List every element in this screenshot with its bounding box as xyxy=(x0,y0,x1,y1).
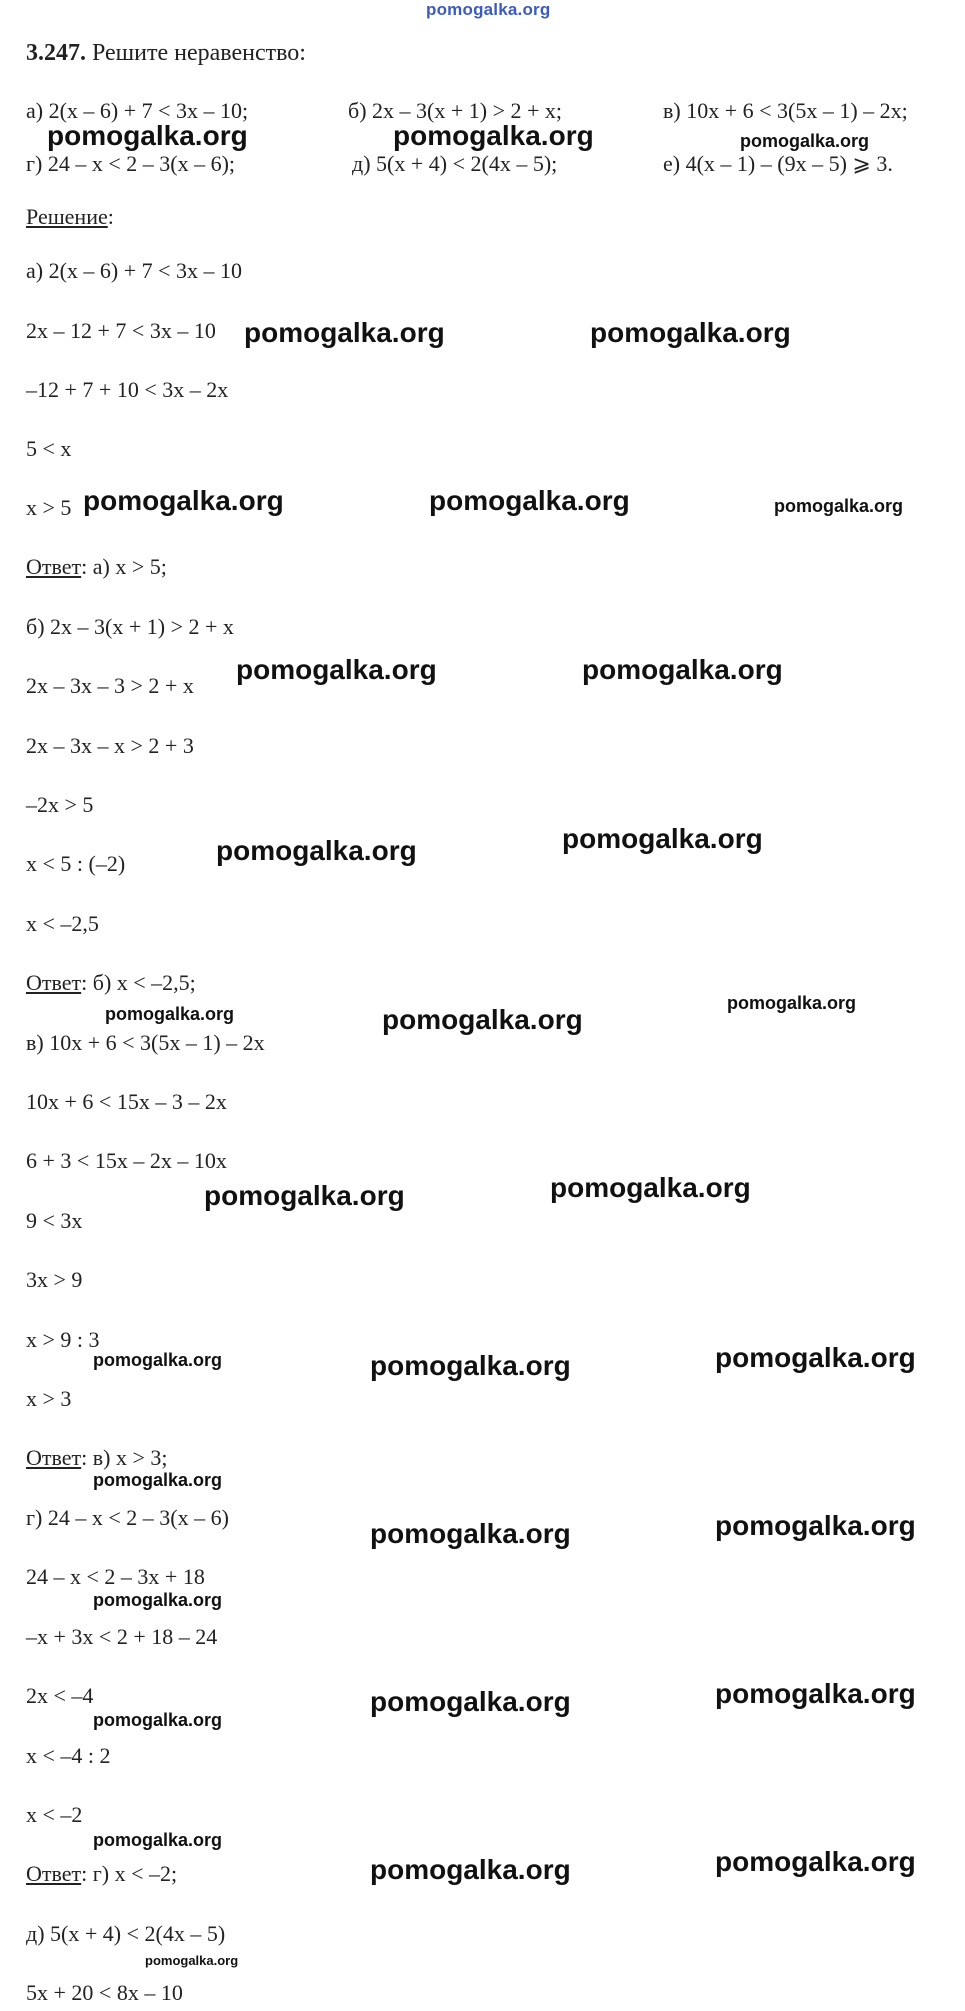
solution-line: x < 5 : (–2) xyxy=(26,851,126,876)
solution-line: x > 5 xyxy=(26,495,72,520)
solution-line: –2x > 5 xyxy=(26,792,94,817)
watermark: pomogalka.org xyxy=(715,1846,916,1877)
answer-label: Ответ xyxy=(26,970,82,995)
watermark: pomogalka.org xyxy=(93,1830,223,1850)
problem-number: 3.247. xyxy=(26,40,86,66)
watermark: pomogalka.org xyxy=(47,120,248,151)
watermark: pomogalka.org xyxy=(370,1854,571,1885)
solution-line: 2x < –4 xyxy=(26,1683,94,1708)
watermark: pomogalka.org xyxy=(590,317,791,348)
answer-value: : б) x < –2,5; xyxy=(81,970,196,995)
answer-line-d xyxy=(26,1861,177,1887)
answer-label: Ответ xyxy=(26,1861,82,1886)
solution-label: Решение xyxy=(26,204,108,229)
watermark: pomogalka.org xyxy=(83,485,284,516)
solution-line: x > 3 xyxy=(26,1386,72,1411)
solution-line: –x + 3x < 2 + 18 – 24 xyxy=(26,1624,218,1649)
watermark: pomogalka.org xyxy=(370,1518,571,1549)
solution-line: а) 2(x – 6) + 7 < 3x – 10 xyxy=(26,258,243,283)
solution-line: x < –2 xyxy=(26,1802,83,1827)
solution-line: x > 9 : 3 xyxy=(26,1327,100,1352)
solution-line: 9 < 3x xyxy=(26,1208,83,1233)
solution-line: 2x – 3x – x > 2 + 3 xyxy=(26,733,194,758)
watermark: pomogalka.org xyxy=(204,1180,405,1211)
watermark: pomogalka.org xyxy=(145,1953,239,1968)
watermark: pomogalka.org xyxy=(562,823,763,854)
task-d: г) 24 – x < 2 – 3(x – 6); xyxy=(26,151,236,176)
solution-line: д) 5(x + 4) < 2(4x – 5) xyxy=(26,1921,226,1946)
task-f: е) 4(x – 1) – (9x – 5) ⩾ 3. xyxy=(663,151,893,176)
solution-line: 5x + 20 < 8x – 10 xyxy=(26,1980,183,2005)
answer-line-c xyxy=(26,1445,168,1471)
watermark: pomogalka.org xyxy=(727,993,857,1013)
header-watermark: pomogalka.org xyxy=(426,0,551,19)
watermark: pomogalka.org xyxy=(93,1350,223,1370)
watermark: pomogalka.org xyxy=(244,317,445,348)
solution-colon: : xyxy=(107,204,114,229)
solution-line: 5 < x xyxy=(26,436,72,461)
watermark: pomogalka.org xyxy=(715,1342,916,1373)
watermark: pomogalka.org xyxy=(93,1470,223,1490)
solution-line: 10x + 6 < 15x – 3 – 2x xyxy=(26,1089,227,1114)
answer-value: : а) x > 5; xyxy=(81,554,167,579)
watermark: pomogalka.org xyxy=(550,1172,751,1203)
solution-line: x < –4 : 2 xyxy=(26,1743,111,1768)
watermark: pomogalka.org xyxy=(105,1004,235,1024)
answer-label: Ответ xyxy=(26,1445,82,1470)
solution-line: –12 + 7 + 10 < 3x – 2x xyxy=(26,377,229,402)
answer-line-a xyxy=(26,554,167,580)
solution-line: 3x > 9 xyxy=(26,1267,83,1292)
answer-value: : г) x < –2; xyxy=(81,1861,178,1886)
watermark: pomogalka.org xyxy=(236,654,437,685)
watermark: pomogalka.org xyxy=(393,120,594,151)
watermark: pomogalka.org xyxy=(740,131,870,151)
watermark: pomogalka.org xyxy=(93,1590,223,1610)
answer-label: Ответ xyxy=(26,554,82,579)
problem-statement: Решите неравенство: xyxy=(92,40,306,66)
solution-line: 24 – x < 2 – 3x + 18 xyxy=(26,1564,205,1589)
solution-line: x < –2,5 xyxy=(26,911,99,936)
solution-line: 6 + 3 < 15x – 2x – 10x xyxy=(26,1148,227,1173)
answer-value: : в) x > 3; xyxy=(81,1445,168,1470)
task-a: а) 2(x – 6) + 7 < 3x – 10; xyxy=(26,98,249,123)
solution-line: б) 2x – 3(x + 1) > 2 + x xyxy=(26,614,234,639)
task-b: б) 2x – 3(x + 1) > 2 + x; xyxy=(348,98,563,123)
solution-line: в) 10x + 6 < 3(5x – 1) – 2x xyxy=(26,1030,265,1055)
answer-line-b xyxy=(26,970,196,996)
watermark: pomogalka.org xyxy=(715,1678,916,1709)
watermark: pomogalka.org xyxy=(382,1004,583,1035)
watermark: pomogalka.org xyxy=(93,1710,223,1730)
task-c: в) 10x + 6 < 3(5x – 1) – 2x; xyxy=(663,98,908,123)
watermark: pomogalka.org xyxy=(582,654,783,685)
watermark: pomogalka.org xyxy=(429,485,630,516)
solution-line: 2x – 12 + 7 < 3x – 10 xyxy=(26,318,216,343)
watermark: pomogalka.org xyxy=(774,496,904,516)
watermark: pomogalka.org xyxy=(216,835,417,866)
watermark: pomogalka.org xyxy=(370,1350,571,1381)
solution-line: г) 24 – x < 2 – 3(x – 6) xyxy=(26,1505,229,1530)
solution-heading xyxy=(26,204,114,230)
task-e: д) 5(x + 4) < 2(4x – 5); xyxy=(352,151,558,176)
solution-line: 2x – 3x – 3 > 2 + x xyxy=(26,673,194,698)
watermark: pomogalka.org xyxy=(370,1686,571,1717)
problem-title xyxy=(26,40,306,67)
watermark: pomogalka.org xyxy=(715,1510,916,1541)
